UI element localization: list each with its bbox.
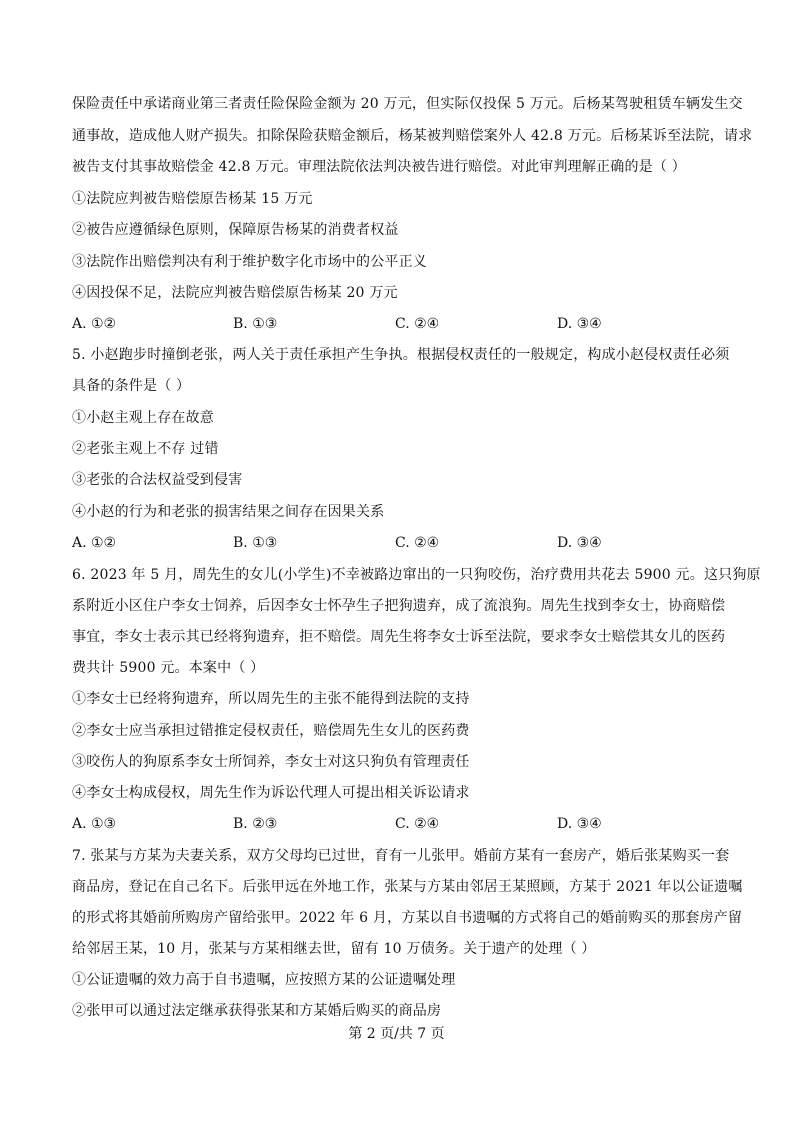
q6-option-c: C. ②④ <box>395 816 440 832</box>
q5-stem-line: 具备的条件是（ ） <box>72 378 191 394</box>
q6-item: ③咬伤人的狗原系李女士所饲养，李女士对这只狗负有管理责任 <box>72 754 470 770</box>
q5-option-d: D. ③④ <box>557 535 602 551</box>
q7-stem-line: 商品房，登记在自己名下。后张甲远在外地工作，张某与方某由邻居王某照顾，方某于 2021 年以公证遗嘱 <box>72 879 743 895</box>
q6-stem-line: 费共计 5900 元。本案中（ ） <box>72 660 265 676</box>
q4-option-b: B. ①③ <box>233 316 278 332</box>
q5-stem-line: 5. 小赵跑步时撞倒老张，两人关于责任承担产生争执。根据侵权责任的一般规定，构成小赵侵权责任必须 <box>72 347 730 363</box>
q7-stem-line: 的形式将其婚前所购房产留给张甲。2022 年 6 月，方某以自书遗嘱的方式将自己的婚前购买的那套房产留 <box>72 910 743 926</box>
q4-option-d: D. ③④ <box>557 316 602 332</box>
q5-option-c: C. ②④ <box>395 535 440 551</box>
q4-item: ③法院作出赔偿判决有利于维护数字化市场中的公平正义 <box>72 254 427 270</box>
q6-option-b: B. ②③ <box>233 816 278 832</box>
q6-stem-line: 6. 2023 年 5 月，周先生的女儿(小学生)不幸被路边窜出的一只狗咬伤，治疗费用共花去 5900 元。这只狗原 <box>72 567 761 583</box>
q4-stem-line: 保险责任中承诺商业第三者责任险保险金额为 20 万元，但实际仅投保 5 万元。后杨某驾驶租赁车辆发生交 <box>72 96 743 112</box>
q7-stem-line: 7. 张某与方某为夫妻关系，双方父母均已过世，育有一儿张甲。婚前方某有一套房产，婚后张某购买一套 <box>72 848 730 864</box>
q6-stem-line: 系附近小区住户李女士饲养，后因李女士怀孕生子把狗遗弃，成了流浪狗。周先生找到李女士，协商赔偿 <box>72 598 726 614</box>
q6-item: ②李女士应当承担过错推定侵权责任，赔偿周先生女儿的医药费 <box>72 723 470 739</box>
q6-option-d: D. ③④ <box>557 816 602 832</box>
q4-stem-line: 被告支付其事故赔偿金 42.8 万元。审理法院依法判决被告进行赔偿。对此审判理解正确的是（ ） <box>72 159 686 175</box>
q6-item: ④李女士构成侵权，周先生作为诉讼代理人可提出相关诉讼请求 <box>72 785 470 801</box>
q6-option-a: A. ①③ <box>72 816 117 832</box>
q4-item: ①法院应判被告赔偿原告杨某 15 万元 <box>72 191 313 207</box>
q5-item: ④小赵的行为和老张的损害结果之间存在因果关系 <box>72 504 385 520</box>
q5-option-b: B. ①③ <box>233 535 278 551</box>
q7-item: ①公证遗嘱的效力高于自书遗嘱，应按照方某的公证遗嘱处理 <box>72 972 456 988</box>
q4-option-c: C. ②④ <box>395 316 440 332</box>
q7-item: ②张甲可以通过法定继承获得张某和方某婚后购买的商品房 <box>72 1003 442 1019</box>
q7-stem-line: 给邻居王某，10 月，张某与方某相继去世，留有 10 万债务。关于遗产的处理（ ） <box>72 941 596 957</box>
q4-item: ②被告应遵循绿色原则，保障原告杨某的消费者权益 <box>72 222 399 238</box>
q6-stem-line: 事宜，李女士表示其已经将狗遗弃，拒不赔偿。周先生将李女士诉至法院，要求李女士赔偿其女儿的医药 <box>72 629 726 645</box>
q4-stem-line: 通事故，造成他人财产损失。扣除保险获赔金额后，杨某被判赔偿案外人 42.8 万元。后杨某诉至法院，请求 <box>72 128 753 144</box>
q5-item: ③老张的合法权益受到侵害 <box>72 472 243 488</box>
q5-option-a: A. ①② <box>72 535 117 551</box>
q5-item: ②老张主观上不存 过错 <box>72 441 219 457</box>
page-number: 第 2 页/共 7 页 <box>348 1026 445 1042</box>
q4-option-a: A. ①② <box>72 316 117 332</box>
q6-item: ①李女士已经将狗遗弃，所以周先生的主张不能得到法院的支持 <box>72 691 470 707</box>
q5-item: ①小赵主观上存在故意 <box>72 410 214 426</box>
q4-item: ④因投保不足，法院应判被告赔偿原告杨某 20 万元 <box>72 285 398 301</box>
